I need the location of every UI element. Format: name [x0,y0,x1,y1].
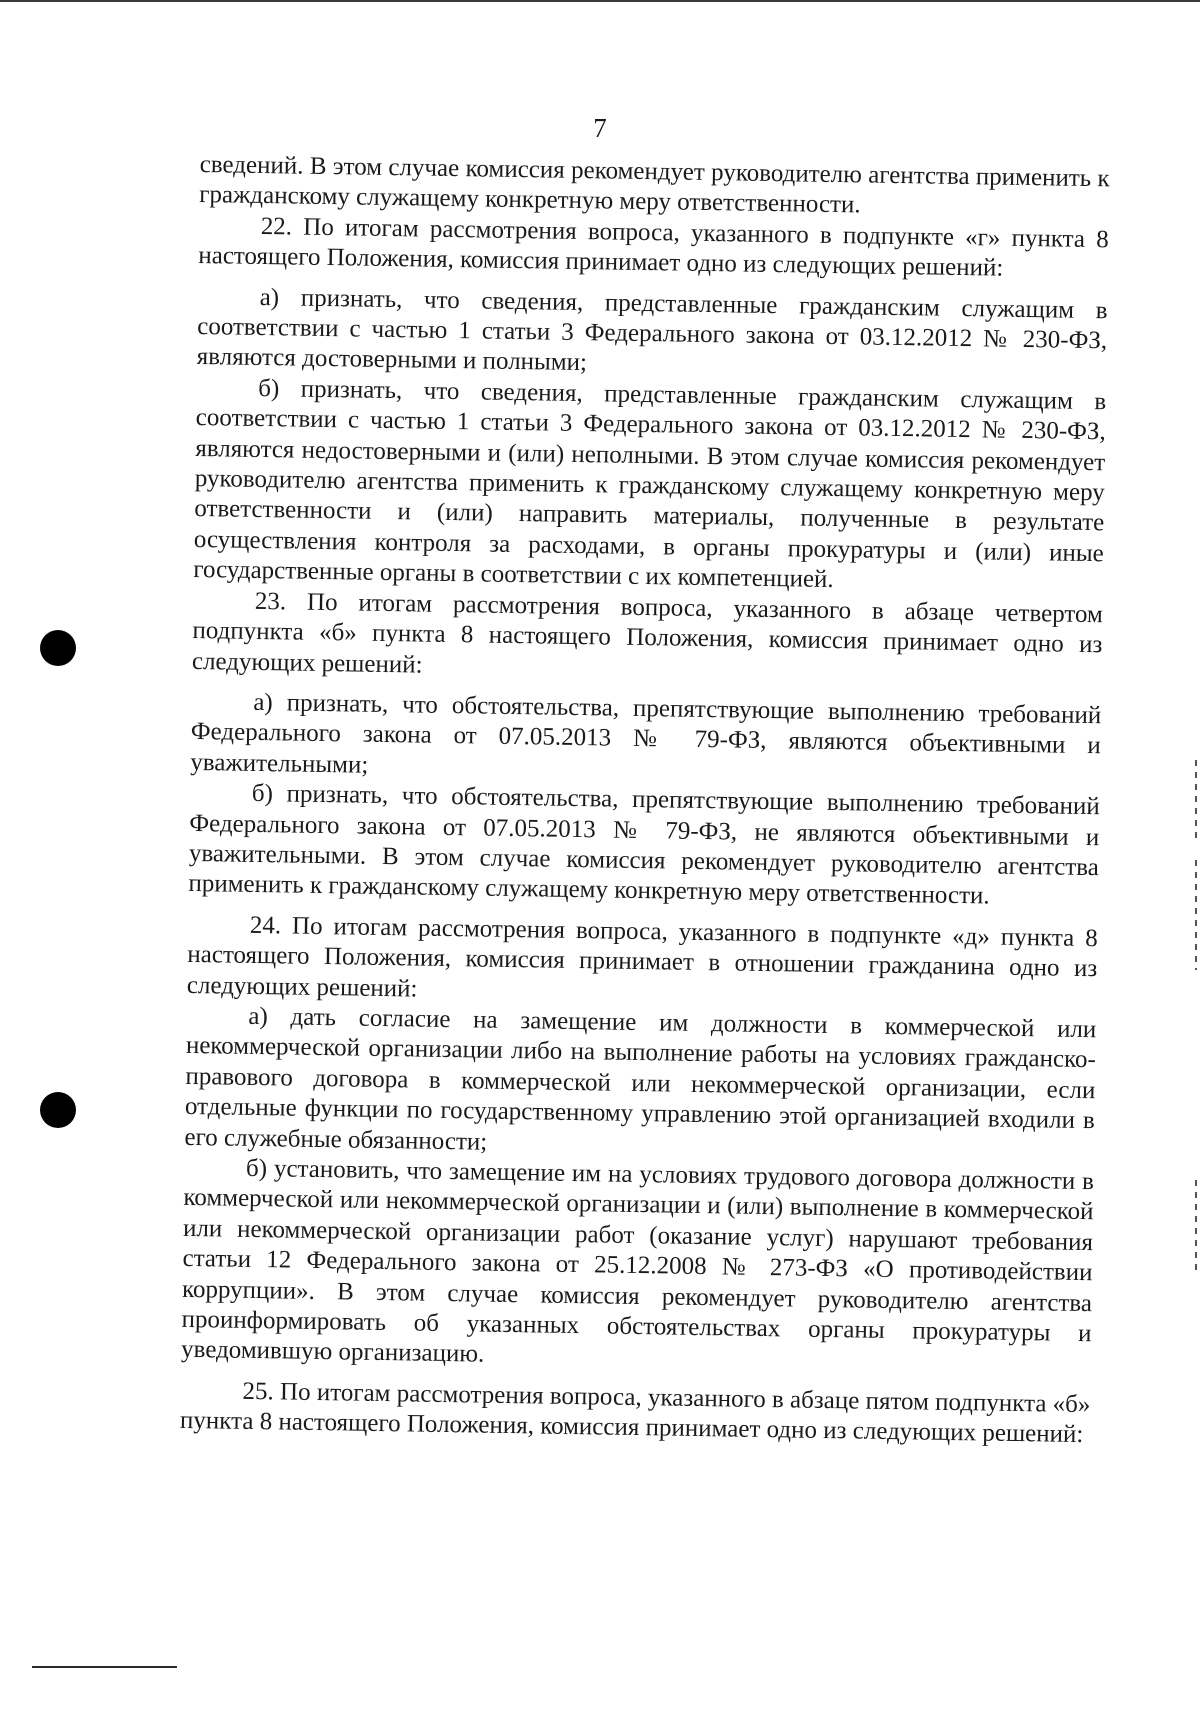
paragraph-23: 23. По итогам рассмотрения вопроса, указанного в абзаце четвертом подпункта «б» пункта 8 настоящего Положения, комиссия принимает одно из следующих решений: [191,587,1104,679]
paragraph-23a: а) признать, что обстоятельства, препятствующие выполнению требований Федерального закона от 07.05.2013 № 79-ФЗ, являются объективными и уважительными; [190,688,1102,779]
paragraph-25: 25. По итогам рассмотрения вопроса, указанного в абзаце пятом подпункта «б» пункта 8 настоящего Положения, комиссия принимает одно из следующих решений: [179,1377,1091,1449]
paragraph-24: 24. По итогам рассмотрения вопроса, указанного в подпункте «д» пункта 8 настоящего Положения, комиссия принимает в отношении гражданина одно из следующих решений: [186,911,1098,1003]
paragraph-22b: б) признать, что сведения, представленные гражданским служащим в соответствии с частью 1 статьи 3 Федерального закона от 03.12.2012 № 230-ФЗ, являются недостоверными и (или) неполными. В этом случае комиссия рекомендует руководителю агентства применить к гражданскому служащему конкретную меру ответственности и (или) направить материалы, полученные в результате осуществления контроля за расходами, в органы прокуратуры и (или) иные государственные органы в соответствии с их компетенцией. [193,374,1107,594]
punch-hole-lower [40,1092,76,1128]
paragraph-24b: б) установить, что замещение им на условиях трудового договора должности в коммерческой или некоммерческой организации и (или) выполнение в коммерческой или некоммерческой организации работ (оказание услуг) нарушают требования статьи 12 Федерального закона от 25.12.2008 № 273-ФЗ «О противодействии коррупции». В этом случае комиссия рекомендует руководителю агентства проинформировать об указанных обстоятельствах органы прокуратуры и уведомившую организацию. [180,1154,1095,1369]
scan-edge-mark [1195,760,1197,840]
paragraph-continuation: сведений. В этом случае комиссия рекомендует руководителю агентства применить к гражданскому служащему конкретную меру ответственности. [199,150,1110,219]
scan-edge-mark [1195,1180,1197,1270]
scan-edge-mark [1195,860,1197,970]
top-edge-line [0,0,1200,2]
punch-hole-upper [40,630,76,666]
paragraph-22a: а) признать, что сведения, представленные гражданским служащим в соответствии с частью 1 статьи 3 Федерального закона от 03.12.2012 № 230-ФЗ, являются достоверными и полными; [196,283,1108,377]
footnote-separator-line [32,1666,177,1668]
paragraph-24a: а) дать согласие на замещение им должности в коммерческой или некоммерческой организации либо на выполнение работы на условиях гражданско-правового договора в коммерческой или некоммерческой организации, если отдельные функции по государственному управлению этой организацией входили в его служебные обязанности; [184,1002,1097,1156]
document-body [180,150,1110,1451]
page-number: 7 [593,113,607,143]
paragraph-22: 22. По итогам рассмотрения вопроса, указанного в подпункте «г» пункта 8 настоящего Положения, комиссия принимает одно из следующих решений: [198,212,1109,282]
paragraph-23b: б) признать, что обстоятельства, препятствующие выполнению требований Федерального закона от 07.05.2013 № 79-ФЗ, не являются объективными и уважительными. В этом случае комиссия рекомендует руководителю агентства применить к гражданскому служащему конкретную меру ответственности. [188,780,1101,910]
